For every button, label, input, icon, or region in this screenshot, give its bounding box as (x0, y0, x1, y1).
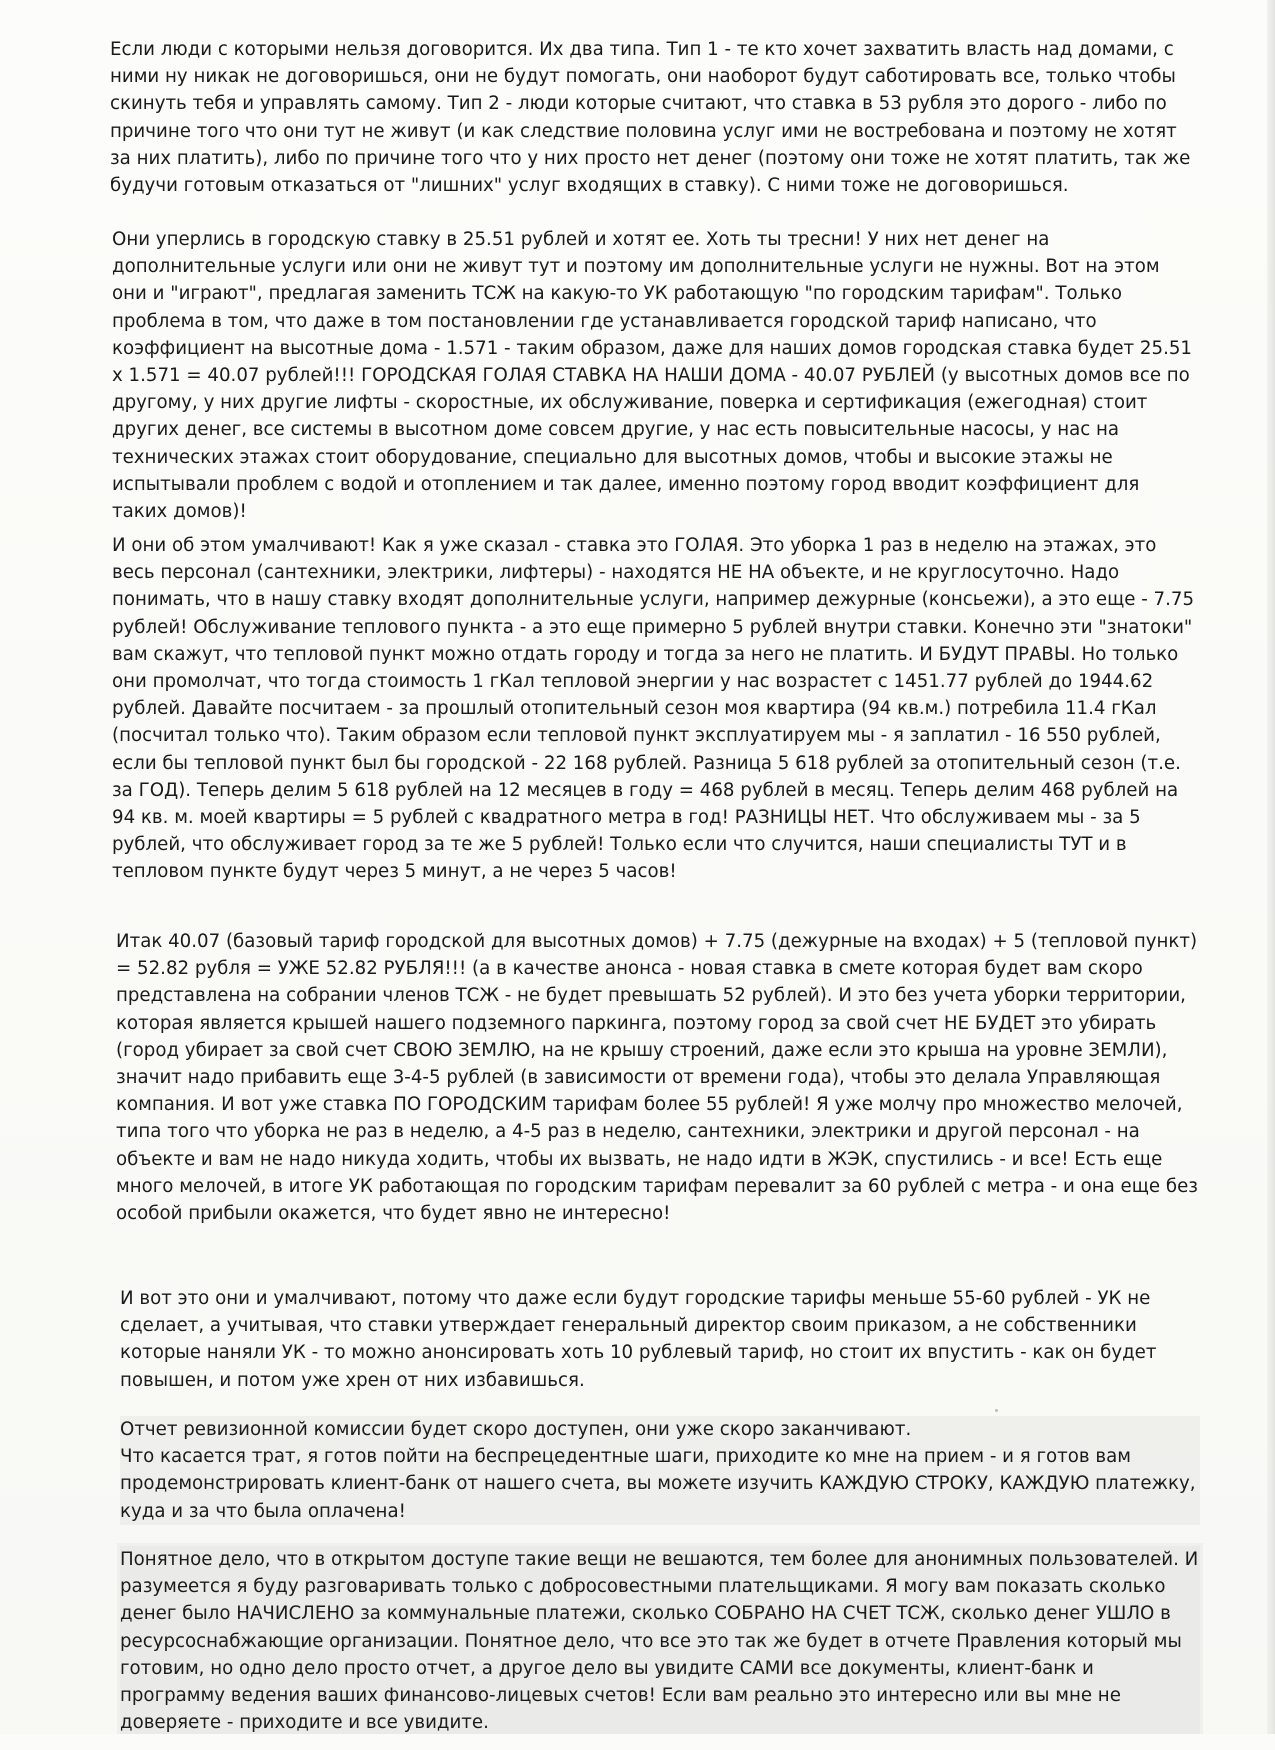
paragraph-rate-calculation: Итак 40.07 (базовый тариф городской для высотных домов) + 7.75 (дежурные на входах) + 5 (тепловой пункт) = 52.82 рубля = УЖЕ 52.82 РУБЛЯ!!! (а в качестве анонса - новая ставка в смете которая будет вам скоро представлена на собрании членов ТСЖ - не будет превышать 52 рублей). И это без учета уборки территории, которая является крышей нашего подземного паркинга, поэтому город за свой счет НЕ БУДЕТ это убирать (город убирает за свой счет СВОЮ ЗЕМЛЮ, на не крышу строений, даже если это крыша на уровне ЗЕМЛИ), значит надо прибавить еще 3-4-5 рублей (в зависимости от времени года), чтобы это делала Управляющая компания. И вот уже ставка ПО ГОРОДСКИМ тарифам более 55 рублей! Я уже молчу про множество мелочей, типа того что уборка не раз в неделю, а 4-5 раз в неделю, сантехники, электрики и другой персонал - на объекте и вам не надо никуда ходить, чтобы их вызвать, не надо идти в ЖЭК, спустились - и все! Есть еще много мелочей, в итоге УК работающая по городским тарифам перевалит за 60 рублей с метра - и она еще без особой прибыли окажется, что будет явно не интересно! (116, 931, 1198, 1225)
scan-speck (995, 1409, 998, 1412)
paragraph-city-rate: Они уперлись в городскую ставку в 25.51 рублей и хотят ее. Хоть ты тресни! У них нет денег на дополнительные услуги или они не живут тут и поэтому им дополнительные услуги не нужны. Вот на этом они и "играют", предлагая заменить ТСЖ на какую-то УК работающую "по городским тарифам". Только проблема в том, что даже в том постановлении где устанавливается городской тариф написано, что коэффициент на высотные дома - 1.571 - таким образом, даже для наших домов городская ставка будет 25.51 х 1.571 = 40.07 рублей!!! ГОРОДСКАЯ ГОЛАЯ СТАВКА НА НАШИ ДОМА - 40.07 РУБЛЕЙ (у высотных домов все по другому, у них другие лифты - скоростные, их обслуживание, поверка и сертификация (ежегодная) стоит других денег, все системы в высотном доме совсем другие, у нас есть повысительные насосы, у нас на технических этажах стоит оборудование, специально для высотных домов, чтобы и высокие этажы не испытывали проблем с водой и отоплением и так далее, именно поэтому город вводит коэффициент для таких домов)! (112, 229, 1192, 523)
scan-shadow-edge (1267, 0, 1275, 1750)
paragraph-types-of-people: Если люди с которыми нельзя договорится. Их два типа. Тип 1 - те кто хочет захватить власть над домами, с ними ну никак не договоришься, они не будут помогать, они наоборот будут саботировать все, только чтобы скинуть тебя и управлять самому. Тип 2 - люди которые считают, что ставка в 53 рубля это дорого - либо по причине того что они тут не живут (и как следствие половина услуг ими не востребована и поэтому не хотят за них платить), либо по причине того что у них просто нет денег (поэтому они тоже не хотят платить, так же будучи готовым отказаться от "лишних" услуг входящих в ставку). С ними тоже не договоришься. (110, 39, 1191, 197)
paragraph-audit-commission: Отчет ревизионной комиссии будет скоро доступен, они уже скоро заканчивают. Что касается трат, я готов пойти на беспрецедентные шаги, приходите ко мне на прием - и я готов вам продемонстрировать клиент-банк от нашего счета, вы можете изучить КАЖДУЮ СТРОКУ, КАЖДУЮ платежку, куда и за что была оплачена! (120, 1416, 1200, 1525)
bottom-crop-edge (0, 1734, 1275, 1750)
paragraph-open-access: Понятное дело, что в открытом доступе такие вещи не вешаются, тем более для анонимных пользователей. И разумеется я буду разговаривать только с добросовестными плательщиками. Я могу вам показать сколько денег было НАЧИСЛЕНО за коммунальные платежи, сколько СОБРАНО НА СЧЕТ ТСЖ, сколько денег УШЛО в ресурсоснабжающие организации. Понятное дело, что все это так же будет в отчете Правления который мы готовим, но одно дело просто отчет, а другое дело вы увидите САМИ все документы, клиент-банк и программу ведения ваших финансово-лицевых счетов! Если вам реально это интересно или вы мне не доверяете - приходите и все увидите. (120, 1546, 1200, 1736)
paragraph-management-company: И вот это они и умалчивают, потому что даже если будут городские тарифы меньше 55-60 рублей - УК не сделает, а учитывая, что ставки утверждает генеральный директор своим приказом, а не собственники которые наняли УК - то можно анонсировать хоть 10 рублевый тариф, но стоит их впустить - как он будет повышен, и потом уже хрен от них избавишься. (120, 1288, 1157, 1391)
paragraph-heating-point: И они об этом умалчивают! Как я уже сказал - ставка это ГОЛАЯ. Это уборка 1 раз в неделю на этажах, это весь персонал (сантехники, электрики, лифтеры) - находятся НЕ НА объекте, и не круглосуточно. Надо понимать, что в нашу ставку входят дополнительные услуги, например дежурные (консьежи), а это еще - 7.75 рублей! Обслуживание теплового пункта - а это еще примерно 5 рублей внутри ставки. Конечно эти "знатоки" вам скажут, что тепловой пункт можно отдать городу и тогда за него не платить. И БУДУТ ПРАВЫ. Но только они промолчат, что тогда стоимость 1 гКал тепловой энергии у нас возрастет с 1451.77 рублей до 1944.62 рублей. Давайте посчитаем - за прошлый отопительный сезон моя квартира (94 кв.м.) потребила 11.4 гКал (посчитал только что). Таким образом если тепловой пункт эксплуатируем мы - я заплатил - 16 550 рублей, если бы тепловой пункт был бы городской - 22 168 рублей. Разница 5 618 рублей за отопительный сезон (т.е. за ГОД). Теперь делим 5 618 рублей на 12 месяцев в году = 468 рублей в месяц. Теперь делим 468 рублей на 94 кв. м. моей квартиры = 5 рублей с квадратного метра в год! РАЗНИЦЫ НЕТ. Что обслуживаем мы - за 5 рублей, что обслуживает город за те же 5 рублей! Только если что случится, наши специалисты ТУТ и в тепловом пункте будут через 5 минут, а не через 5 часов! (112, 535, 1195, 883)
